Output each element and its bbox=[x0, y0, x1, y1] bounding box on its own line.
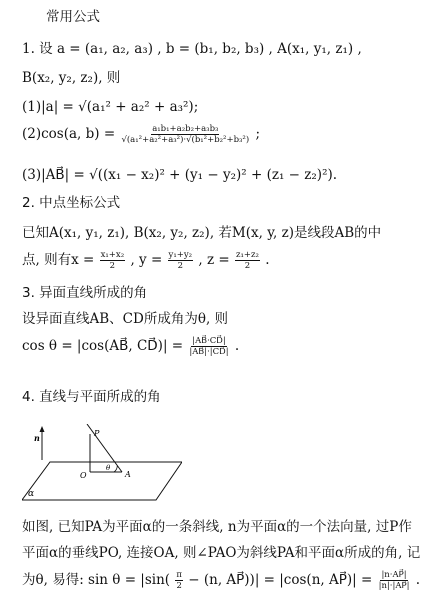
formula-2-numerator: a₁b₁+a₂b₂+a₃b₃ bbox=[152, 124, 219, 134]
midpoint-y-den: 2 bbox=[177, 261, 184, 271]
midpoint-x-den: 2 bbox=[109, 261, 116, 271]
sec4-line2: 平面α的垂线PO, 连接OA, 则∠PAO为斜线PA和平面α所成的角, 记 bbox=[22, 545, 421, 561]
formula-1-magnitude: (1)|a| = √(a₁² + a₂² + a₃²); bbox=[22, 99, 199, 115]
sec4-text-end: . bbox=[415, 572, 421, 588]
sec2-text-b: , y = bbox=[130, 252, 163, 268]
sec3-angle-formula bbox=[22, 336, 239, 357]
sec3-numerator: |AB⃗·CD⃗| bbox=[192, 336, 226, 346]
midpoint-x-num: x₁+x₂ bbox=[100, 250, 125, 260]
label-a: A bbox=[125, 470, 131, 479]
pi-numerator: π bbox=[176, 570, 182, 580]
formula-2-cosine bbox=[22, 124, 260, 145]
sec1-intro-line1: 1. 设 a = (a₁, a₂, a₃) , b = (b₁, b₂, b₃) , A(x₁, y₁, z₁) , bbox=[22, 41, 362, 57]
pi-over-2-fraction bbox=[175, 570, 183, 591]
sec4-text-a: 为θ, 易得: sin θ = |sin( bbox=[22, 572, 171, 588]
sec4-ratio-numerator: |n·AP⃗| bbox=[381, 570, 407, 580]
midpoint-z-den: 2 bbox=[244, 261, 251, 271]
formula-2-lhs: (2)cos(a, b) = bbox=[22, 126, 116, 142]
page-title: 常用公式 bbox=[46, 9, 100, 25]
label-n: n bbox=[34, 433, 40, 443]
slant-pa-line bbox=[87, 424, 122, 472]
sec3-line1: 设异面直线AB、CD所成角为θ, 则 bbox=[22, 311, 229, 327]
label-alpha: α bbox=[28, 489, 35, 499]
sec2-text-c: , z = bbox=[198, 252, 230, 268]
label-o: O bbox=[80, 471, 87, 480]
sec3-formula-lhs: cos θ = |cos(AB⃗, CD⃗)| = bbox=[22, 338, 184, 354]
sec4-ratio-fraction bbox=[378, 570, 411, 591]
label-p: P bbox=[94, 429, 100, 438]
sec2-midpoint-formula bbox=[22, 250, 270, 271]
formula-3-distance: (3)|AB⃗| = √((x₁ − x₂)² + (y₁ − y₂)² + (z₁ − z₂)²). bbox=[22, 167, 338, 183]
sec4-sine-formula bbox=[22, 570, 420, 591]
sec2-text-a: 点, 则有x = bbox=[22, 252, 95, 268]
sec3-denominator: |AB⃗|·|CD⃗| bbox=[189, 347, 229, 357]
sec2-heading: 2. 中点坐标公式 bbox=[22, 195, 121, 211]
normal-vector-arrowhead bbox=[40, 426, 45, 432]
midpoint-z-fraction bbox=[235, 250, 260, 271]
angle-theta-arc bbox=[114, 466, 117, 472]
plane-parallelogram bbox=[22, 462, 182, 500]
formula-2-fraction bbox=[120, 124, 250, 145]
formula-2-denominator: √(a₁²+a₂²+a₃²)·√(b₁²+b₂²+b₃²) bbox=[121, 135, 250, 145]
midpoint-z-num: z₁+z₂ bbox=[236, 250, 259, 260]
formula-2-end: ; bbox=[255, 126, 261, 142]
sec3-fraction bbox=[188, 336, 229, 357]
sec2-text-end: . bbox=[265, 252, 270, 268]
sec4-ratio-denominator: |n|·|AP⃗| bbox=[378, 581, 410, 591]
midpoint-y-fraction bbox=[168, 250, 194, 271]
midpoint-y-num: y₁+y₂ bbox=[168, 250, 193, 260]
label-theta: θ bbox=[106, 464, 111, 472]
sec4-heading: 4. 直线与平面所成的角 bbox=[22, 389, 161, 405]
sec3-formula-end: . bbox=[234, 338, 240, 354]
sec4-line1: 如图, 已知PA为平面α的一条斜线, n为平面α的一个法向量, 过P作 bbox=[22, 519, 412, 535]
midpoint-x-fraction bbox=[100, 250, 126, 271]
sec2-line1: 已知A(x₁, y₁, z₁), B(x₂, y₂, z₂), 若M(x, y, z)是线段AB的中 bbox=[22, 225, 382, 241]
sec1-intro-line2: B(x₂, y₂, z₂), 则 bbox=[22, 70, 121, 86]
line-plane-angle-figure bbox=[22, 424, 182, 514]
sec4-text-b: − (n, AP⃗))| = |cos(n, AP⃗)| = bbox=[188, 572, 373, 588]
sec3-heading: 3. 异面直线所成的角 bbox=[22, 285, 148, 301]
pi-denominator: 2 bbox=[176, 581, 182, 591]
